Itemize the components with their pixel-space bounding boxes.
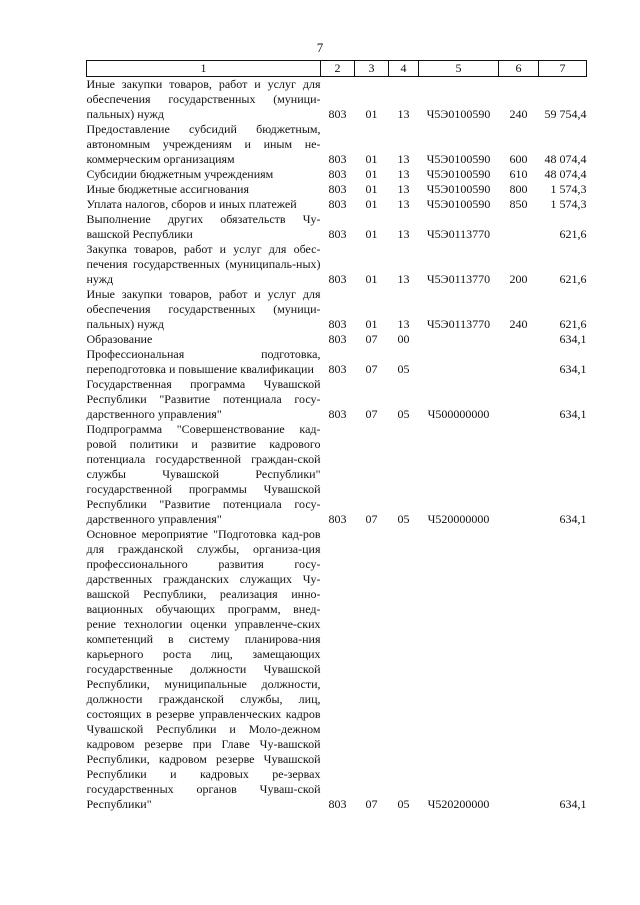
expense-type-code: 610 [509,167,528,181]
expense-type-code [499,377,539,422]
table-row [87,287,587,332]
subsection-code: 13 [397,167,410,181]
row-name: Профессиональная подготовка, переподготовка и повышение квалификации [86,347,321,376]
amount-value: 634,1 [559,407,587,421]
row-name: Закупка товаров, работ и услуг для обес-печения государственных (муниципаль-ных) нужд [86,242,321,286]
ministry-code: 803 [328,182,347,196]
table-row [87,422,587,527]
table-row [87,212,587,242]
row-name: Предоставление субсидий бюджетным, автономным учреждениям и иным не-коммерческим организациям [86,122,321,166]
expense-type-code: 240 [509,107,528,121]
ministry-code: 803 [328,362,347,376]
column-header: 3 [355,61,389,77]
subsection-code: 05 [397,512,410,526]
section-code: 07 [365,797,378,811]
target-article-code: Ч5Э0113770 [426,317,491,331]
section-code: 01 [365,182,378,196]
target-article-code: Ч520200000 [427,797,490,811]
row-name: Выполнение других обязательств Чу-вашской Республики [86,212,321,241]
target-article-code: Ч5Э0113770 [426,272,491,286]
table-row [87,242,587,287]
target-article-code: Ч5Э0113770 [426,227,491,241]
target-article-code: Ч5Э0100590 [426,152,491,166]
ministry-code: 803 [328,167,347,181]
target-article-code: Ч5Э0100590 [426,167,491,181]
page-number: 7 [316,40,324,55]
subsection-code: 13 [397,227,410,241]
amount-value: 1 574,3 [550,197,587,211]
ministry-code: 803 [328,152,347,166]
table-row [87,527,587,812]
amount-value: 634,1 [559,512,587,526]
amount-value: 621,6 [559,227,587,241]
amount-value: 634,1 [559,362,587,376]
target-article-code [419,347,499,377]
ministry-code: 803 [328,332,347,346]
expense-type-code: 800 [509,182,528,196]
subsection-code: 13 [397,197,410,211]
row-name: Иные закупки товаров, работ и услуг для обеспечения государственных (муници-пальных) нужд [86,287,321,331]
section-code: 01 [365,227,378,241]
ministry-code: 803 [328,407,347,421]
row-name: Иные закупки товаров, работ и услуг для обеспечения государственных (муници-пальных) нужд [86,77,321,121]
amount-value: 634,1 [559,797,587,811]
ministry-code: 803 [328,317,347,331]
column-header: 6 [499,61,539,77]
column-header: 2 [321,61,355,77]
table-row [87,77,587,123]
section-code: 01 [365,317,378,331]
expense-type-code [499,422,539,527]
amount-value: 48 074,4 [544,152,587,166]
expense-type-code: 600 [509,152,528,166]
expense-type-code [499,332,539,347]
target-article-code [419,332,499,347]
ministry-code: 803 [328,272,347,286]
ministry-code: 803 [328,797,347,811]
amount-value: 1 574,3 [550,182,587,196]
amount-value: 634,1 [559,332,587,346]
section-code: 01 [365,167,378,181]
subsection-code: 00 [397,332,410,346]
table-row [87,167,587,182]
table-row [87,197,587,212]
section-code: 01 [365,272,378,286]
subsection-code: 05 [397,797,410,811]
table-header-row [87,61,587,77]
expense-type-code [499,212,539,242]
subsection-code: 13 [397,182,410,196]
subsection-code: 05 [397,362,410,376]
column-header: 1 [87,61,321,77]
section-code: 07 [365,512,378,526]
amount-value: 48 074,4 [544,167,587,181]
ministry-code: 803 [328,227,347,241]
table-row [87,377,587,422]
subsection-code: 05 [397,407,410,421]
expense-type-code [499,527,539,812]
target-article-code: Ч500000000 [427,407,490,421]
row-name: Государственная программа Чувашской Республики "Развитие потенциала госу-дарственного управления" [86,377,321,421]
expense-type-code [499,347,539,377]
ministry-code: 803 [328,197,347,211]
ministry-code: 803 [328,107,347,121]
expense-type-code: 200 [509,272,528,286]
section-code: 01 [365,107,378,121]
section-code: 07 [365,362,378,376]
row-name: Уплата налогов, сборов и иных платежей [86,197,297,211]
row-name: Основное мероприятие "Подготовка кад-ров для гражданской службы, организа-ция профессионального развития госу-дарственных гражданских служащих Чу-вашской Республики, реализация инно-вационных обучающих программ, внед-рение технологии оценки управленче-ских компетенций в систему планирова-ния карьерного роста лиц, замещающих государственные должности Чувашской Республики, муниципальные должности, должности гражданской службы, лиц, состоящих в резерве управленческих кадров Чувашской Республики и Моло-дежном кадровом резерве при Главе Чу-вашской Республики, кадровом резерве Чувашской Республики и кадровых ре-зервах государственных органов Чуваш-ской Республики" [86,527,321,811]
target-article-code: Ч5Э0100590 [426,197,491,211]
section-code: 07 [365,332,378,346]
section-code: 01 [365,152,378,166]
row-name: Субсидии бюджетным учреждениям [86,167,274,181]
budget-table [86,60,587,812]
column-header: 5 [419,61,499,77]
amount-value: 621,6 [559,272,587,286]
subsection-code: 13 [397,107,410,121]
subsection-code: 13 [397,317,410,331]
subsection-code: 13 [397,272,410,286]
row-name: Образование [86,332,153,346]
section-code: 07 [365,407,378,421]
expense-type-code: 240 [509,317,528,331]
column-header: 7 [539,61,587,77]
row-name: Подпрограмма "Совершенствование кад-ровой политики и развитие кадрового потенциала государственной граждан-ской службы Чувашской Республики" государственной программы Чувашской Республики "Развитие потенциала госу-дарственного управления" [86,422,321,526]
amount-value: 59 754,4 [544,107,587,121]
subsection-code: 13 [397,152,410,166]
target-article-code: Ч520000000 [427,512,490,526]
ministry-code: 803 [328,512,347,526]
target-article-code: Ч5Э0100590 [426,182,491,196]
table-row [87,332,587,347]
target-article-code: Ч5Э0100590 [426,107,491,121]
table-row [87,182,587,197]
table-row [87,347,587,377]
table-row [87,122,587,167]
row-name: Иные бюджетные ассигнования [86,182,249,196]
expense-type-code: 850 [509,197,528,211]
column-header: 4 [389,61,419,77]
section-code: 01 [365,197,378,211]
amount-value: 621,6 [559,317,587,331]
